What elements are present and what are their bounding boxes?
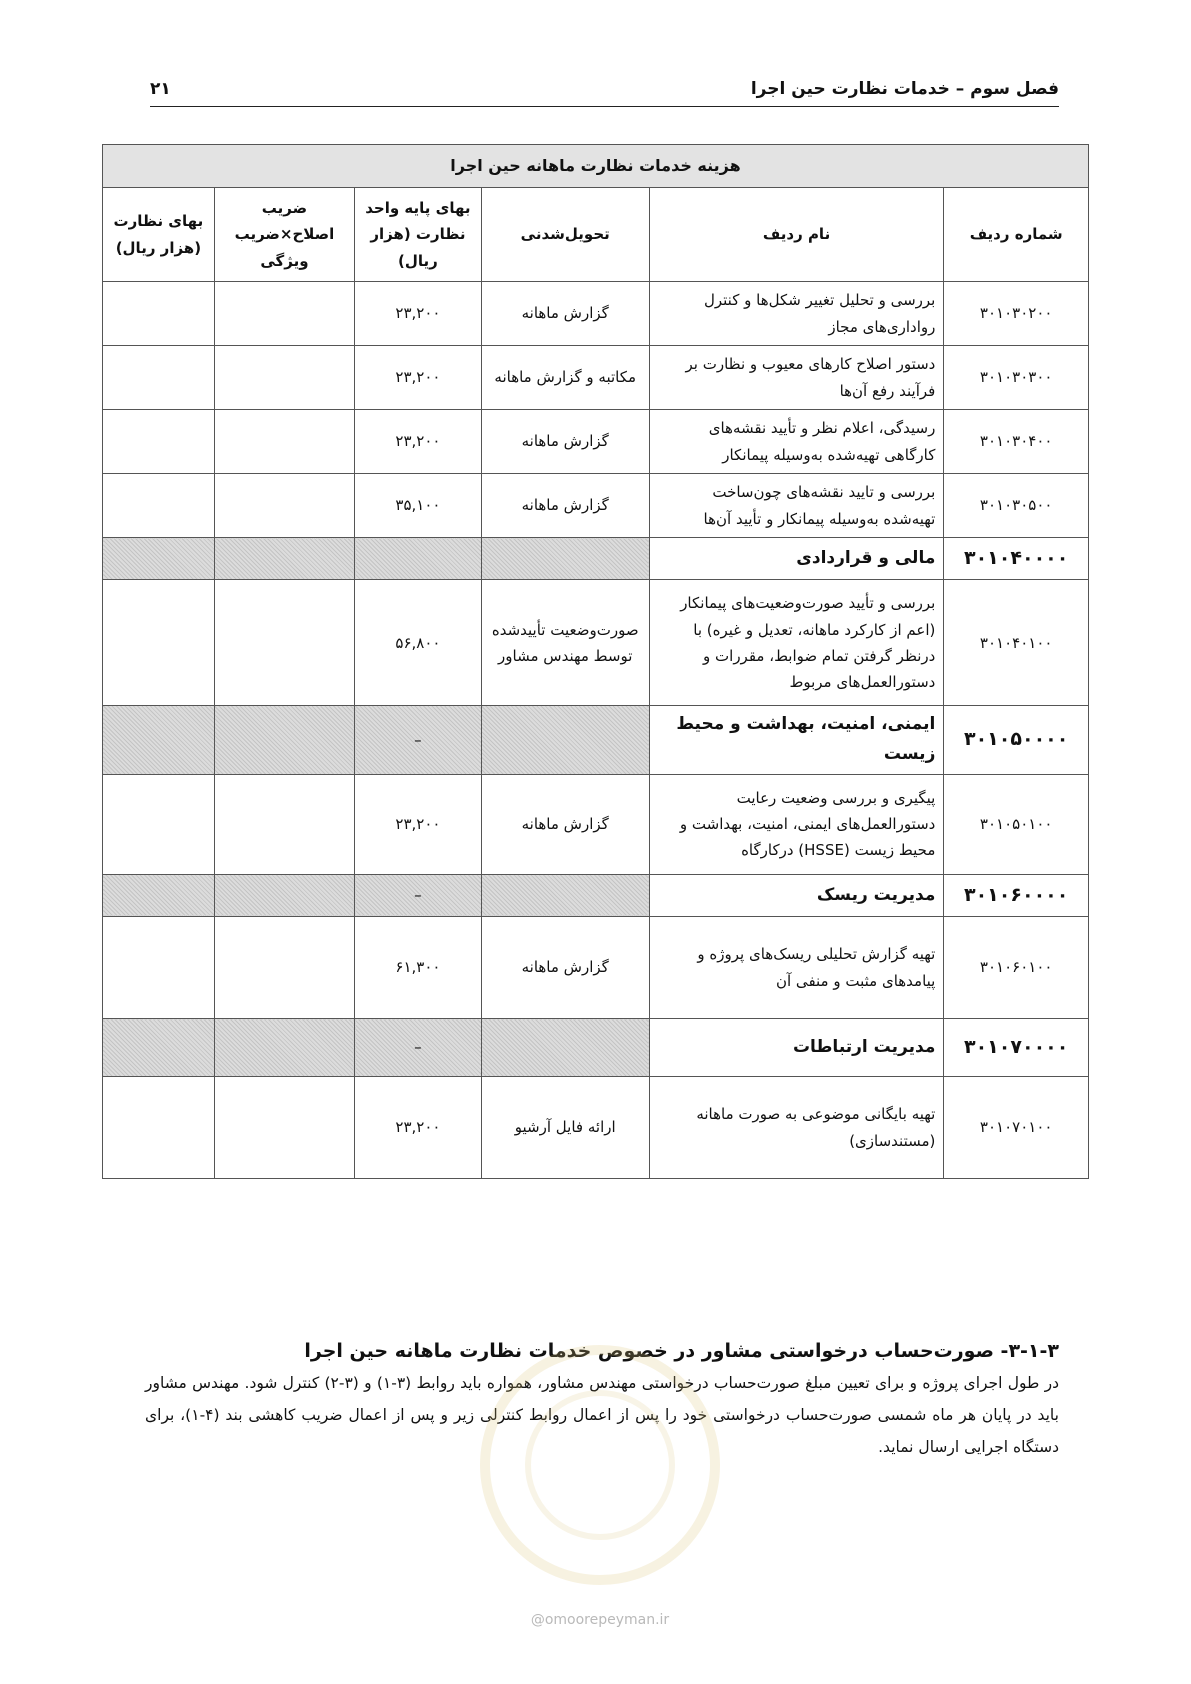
cell-deliverable: مکاتبه و گزارش ماهانه xyxy=(481,346,649,410)
cell-coefficient xyxy=(214,1077,354,1179)
cell-coefficient xyxy=(214,538,354,580)
cell-code: ۳۰۱۰۷۰۰۰۰ xyxy=(944,1019,1089,1077)
cell-name: بررسی و تایید نقشه‌های چون‌ساخت تهیه‌شده به‌وسیله پیمانکار و تأیید آن‌ها xyxy=(649,474,944,538)
cell-price xyxy=(103,410,215,474)
section-paragraph: در طول اجرای پروژه و برای تعیین مبلغ صورت‌حساب درخواستی مهندس مشاور، همواره باید روابط (۳-۱) و (۳-۲) کنترل شود. مهندس مشاور باید در پایان هر ماه شمسی صورت‌حساب درخواستی خود را پس از اعمال روابط کنترلی زیر و پس از اعمال ضریب کاهشی بند (۴-۱)، برای دستگاه اجرایی ارسال نماید. xyxy=(145,1374,1059,1456)
cell-deliverable: ارائه فایل آرشیو xyxy=(481,1077,649,1179)
cell-code: ۳۰۱۰۴۰۱۰۰ xyxy=(944,580,1089,706)
cell-deliverable: گزارش ماهانه xyxy=(481,917,649,1019)
cell-name: بررسی و تأیید صورت‌وضعیت‌های پیمانکار (اعم از کارکرد ماهانه، تعدیل و غیره) با درنظر گرفتن تمام ضوابط، مقررات و دستورالعمل‌های مربوط xyxy=(649,580,944,706)
chapter-title: فصل سوم – خدمات نظارت حین اجرا xyxy=(750,79,1059,99)
cell-price xyxy=(103,1019,215,1077)
cell-price xyxy=(103,917,215,1019)
watermark-url: @omoorepeyman.ir xyxy=(530,1612,670,1628)
cell-name: ایمنی، امنیت، بهداشت و محیط زیست xyxy=(649,706,944,775)
cell-price xyxy=(103,774,215,874)
cell-coefficient xyxy=(214,474,354,538)
cell-base-price: ۲۳,۲۰۰ xyxy=(355,410,482,474)
table-title: هزینه خدمات نظارت ماهانه حین اجرا xyxy=(103,145,1089,188)
cell-deliverable: گزارش ماهانه xyxy=(481,474,649,538)
category-row xyxy=(103,538,1089,580)
cell-coefficient xyxy=(214,706,354,775)
cell-name: مدیریت ریسک xyxy=(649,874,944,916)
cell-code: ۳۰۱۰۶۰۰۰۰ xyxy=(944,874,1089,916)
cell-price xyxy=(103,1077,215,1179)
cell-price xyxy=(103,538,215,580)
table-row xyxy=(103,346,1089,410)
cell-base-price: ۶۱,۳۰۰ xyxy=(355,917,482,1019)
cell-price xyxy=(103,474,215,538)
cell-base-price: ۲۳,۲۰۰ xyxy=(355,1077,482,1179)
cell-name: تهیه گزارش تحلیلی ریسک‌های پروژه و پیامدهای مثبت و منفی آن xyxy=(649,917,944,1019)
cell-code: ۳۰۱۰۷۰۱۰۰ xyxy=(944,1077,1089,1179)
column-header-price: بهای نظارت (هزار ریال) xyxy=(103,188,215,282)
cell-base-price: – xyxy=(355,1019,482,1077)
cell-deliverable: گزارش ماهانه xyxy=(481,410,649,474)
cell-name: رسیدگی، اعلام نظر و تأیید نقشه‌های کارگاهی تهیه‌شده به‌وسیله پیمانکار xyxy=(649,410,944,474)
cell-coefficient xyxy=(214,580,354,706)
cell-name: بررسی و تحلیل تغییر شکل‌ها و کنترل رواداری‌های مجاز xyxy=(649,282,944,346)
cell-deliverable xyxy=(481,874,649,916)
cell-deliverable xyxy=(481,538,649,580)
cell-coefficient xyxy=(214,410,354,474)
cell-name: دستور اصلاح کارهای معیوب و نظارت بر فرآیند رفع آن‌ها xyxy=(649,346,944,410)
table-row xyxy=(103,282,1089,346)
cell-deliverable: گزارش ماهانه xyxy=(481,774,649,874)
column-header-base-price: بهای پایه واحد نظارت (هزار ریال) xyxy=(355,188,482,282)
cell-base-price: – xyxy=(355,706,482,775)
cell-price xyxy=(103,282,215,346)
page-number: ۲۱ xyxy=(150,79,171,99)
table-body xyxy=(103,282,1089,1179)
cell-deliverable xyxy=(481,706,649,775)
section-heading: ۳-۱-۳- صورت‌حساب درخواستی مشاور در خصوص خدمات نظارت ماهانه حین اجرا xyxy=(304,1340,1059,1362)
category-row xyxy=(103,706,1089,775)
column-header-deliverable: تحویل‌شدنی xyxy=(481,188,649,282)
table-row xyxy=(103,774,1089,874)
cell-coefficient xyxy=(214,774,354,874)
cell-name: پیگیری و بررسی وضعیت رعایت دستورالعمل‌های ایمنی، امنیت، بهداشت و محیط زیست (HSSE) درکارگاه xyxy=(649,774,944,874)
cell-deliverable: گزارش ماهانه xyxy=(481,282,649,346)
cell-base-price: ۲۳,۲۰۰ xyxy=(355,774,482,874)
cell-price xyxy=(103,874,215,916)
cell-price xyxy=(103,346,215,410)
cell-code: ۳۰۱۰۳۰۴۰۰ xyxy=(944,410,1089,474)
cell-code: ۳۰۱۰۳۰۵۰۰ xyxy=(944,474,1089,538)
cell-code: ۳۰۱۰۵۰۱۰۰ xyxy=(944,774,1089,874)
cell-name: تهیه بایگانی موضوعی به صورت ماهانه (مستندسازی) xyxy=(649,1077,944,1179)
category-row xyxy=(103,1019,1089,1077)
cell-base-price xyxy=(355,538,482,580)
cell-coefficient xyxy=(214,917,354,1019)
cell-base-price: ۲۳,۲۰۰ xyxy=(355,282,482,346)
cell-code: ۳۰۱۰۳۰۲۰۰ xyxy=(944,282,1089,346)
column-header-code: شماره ردیف xyxy=(944,188,1089,282)
watermark-inner-ring xyxy=(525,1390,675,1540)
cell-code: ۳۰۱۰۶۰۱۰۰ xyxy=(944,917,1089,1019)
cell-coefficient xyxy=(214,874,354,916)
cell-code: ۳۰۱۰۵۰۰۰۰ xyxy=(944,706,1089,775)
cell-base-price: – xyxy=(355,874,482,916)
cell-name: مدیریت ارتباطات xyxy=(649,1019,944,1077)
column-header-coefficient: ضریب اصلاح×ضریب ویژگی xyxy=(214,188,354,282)
cell-base-price: ۲۳,۲۰۰ xyxy=(355,346,482,410)
cell-code: ۳۰۱۰۴۰۰۰۰ xyxy=(944,538,1089,580)
table-row xyxy=(103,474,1089,538)
cell-deliverable: صورت‌وضعیت تأییدشده توسط مهندس مشاور xyxy=(481,580,649,706)
cell-name: مالی و قراردادی xyxy=(649,538,944,580)
table-row xyxy=(103,410,1089,474)
cell-price xyxy=(103,706,215,775)
watermark-seal xyxy=(480,1345,720,1585)
table-row xyxy=(103,1077,1089,1179)
cell-deliverable xyxy=(481,1019,649,1077)
cell-code: ۳۰۱۰۳۰۳۰۰ xyxy=(944,346,1089,410)
cell-coefficient xyxy=(214,282,354,346)
cell-coefficient xyxy=(214,1019,354,1077)
cell-base-price: ۵۶,۸۰۰ xyxy=(355,580,482,706)
cell-price xyxy=(103,580,215,706)
page-header xyxy=(150,72,1059,107)
table-row xyxy=(103,580,1089,706)
monthly-supervision-cost-table xyxy=(102,144,1089,1179)
category-row xyxy=(103,874,1089,916)
cell-base-price: ۳۵,۱۰۰ xyxy=(355,474,482,538)
column-header-name: نام ردیف xyxy=(649,188,944,282)
cell-coefficient xyxy=(214,346,354,410)
table-row xyxy=(103,917,1089,1019)
